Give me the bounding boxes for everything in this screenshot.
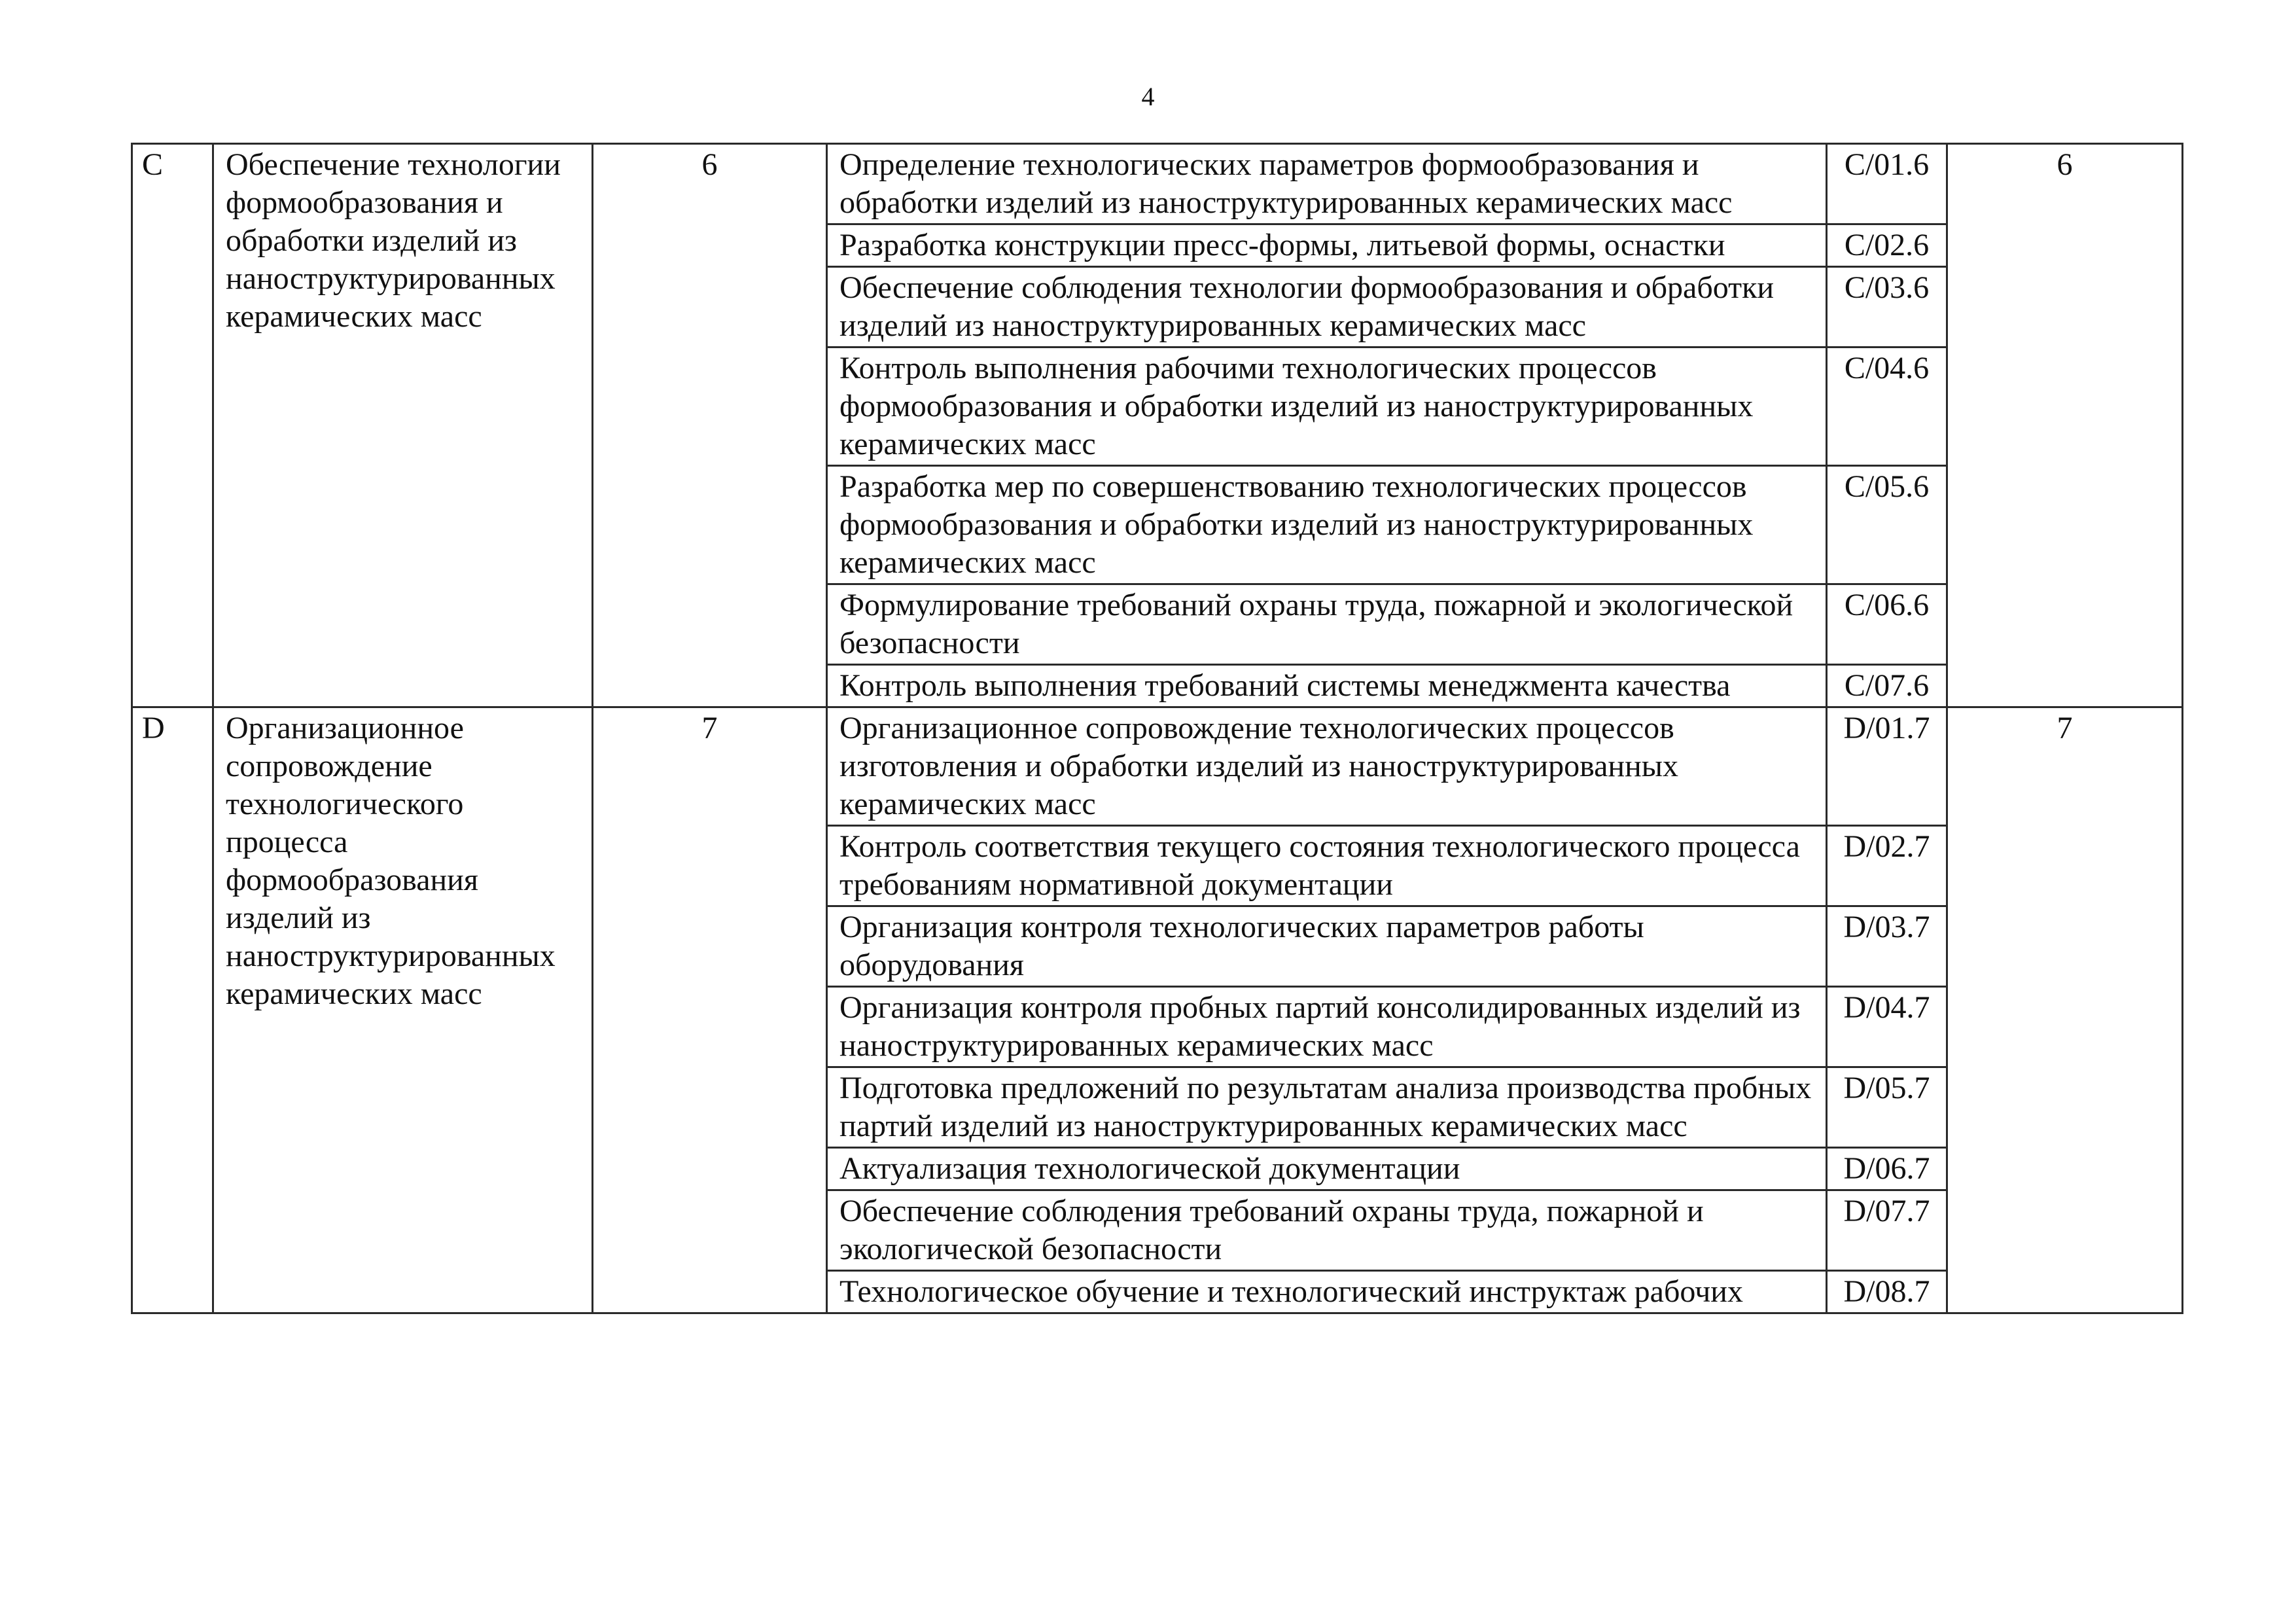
labor-function-code: D/03.7 [1827,906,1947,987]
labor-function-code: D/07.7 [1827,1190,1947,1271]
labor-function-code: D/06.7 [1827,1148,1947,1190]
labor-function-name: Организационное сопровождение технологических процессов изготовления и обработки изделий из наноструктурированных керамических масс [827,707,1827,826]
qualification-level: 7 [593,707,827,1313]
sublevel-qualification: 6 [1947,144,2183,707]
labor-function-name: Технологическое обучение и технологический инструктаж рабочих [827,1271,1827,1313]
labor-function-name: Обеспечение соблюдения технологии формообразования и обработки изделий из наноструктурированных керамических масс [827,267,1827,348]
generalized-function-code: C [132,144,213,707]
labor-function-code: D/08.7 [1827,1271,1947,1313]
labor-function-code: D/04.7 [1827,987,1947,1067]
labor-function-name: Определение технологических параметров формообразования и обработки изделий из наноструктурированных керамических масс [827,144,1827,224]
table-row [132,144,2183,224]
labor-function-code: C/04.6 [1827,348,1947,466]
qualification-level: 6 [593,144,827,707]
labor-function-code: C/01.6 [1827,144,1947,224]
labor-function-name: Формулирование требований охраны труда, пожарной и экологической безопасности [827,584,1827,665]
labor-function-code: C/02.6 [1827,224,1947,267]
labor-function-name: Контроль выполнения рабочими технологических процессов формообразования и обработки изделий из наноструктурированных керамических масс [827,348,1827,466]
labor-function-name: Организация контроля пробных партий консолидированных изделий из наноструктурированных керамических масс [827,987,1827,1067]
labor-function-name: Обеспечение соблюдения требований охраны труда, пожарной и экологической безопасности [827,1190,1827,1271]
labor-function-code: D/02.7 [1827,826,1947,906]
labor-function-code: C/06.6 [1827,584,1947,665]
labor-function-code: C/05.6 [1827,466,1947,584]
generalized-function-title: Организационное сопровождение технологического процесса формообразования изделий из наноструктурированных керамических масс [213,707,593,1313]
labor-function-code: D/01.7 [1827,707,1947,826]
page-number: 4 [1141,82,1155,111]
table-row [132,707,2183,826]
sublevel-qualification: 7 [1947,707,2183,1313]
generalized-function-code: D [132,707,213,1313]
labor-function-name: Контроль соответствия текущего состояния технологического процесса требованиям нормативной документации [827,826,1827,906]
functions-table [131,143,2183,1314]
labor-function-code: C/03.6 [1827,267,1947,348]
labor-function-code: C/07.6 [1827,665,1947,707]
labor-function-name: Организация контроля технологических параметров работы оборудования [827,906,1827,987]
labor-function-name: Актуализация технологической документации [827,1148,1827,1190]
labor-function-code: D/05.7 [1827,1067,1947,1148]
labor-function-name: Разработка конструкции пресс-формы, литьевой формы, оснастки [827,224,1827,267]
generalized-function-title: Обеспечение технологии формообразования и обработки изделий из наноструктурированных керамических масс [213,144,593,707]
labor-function-name: Подготовка предложений по результатам анализа производства пробных партий изделий из наноструктурированных керамических масс [827,1067,1827,1148]
labor-function-name: Контроль выполнения требований системы менеджмента качества [827,665,1827,707]
labor-function-name: Разработка мер по совершенствованию технологических процессов формообразования и обработки изделий из наноструктурированных керамических масс [827,466,1827,584]
